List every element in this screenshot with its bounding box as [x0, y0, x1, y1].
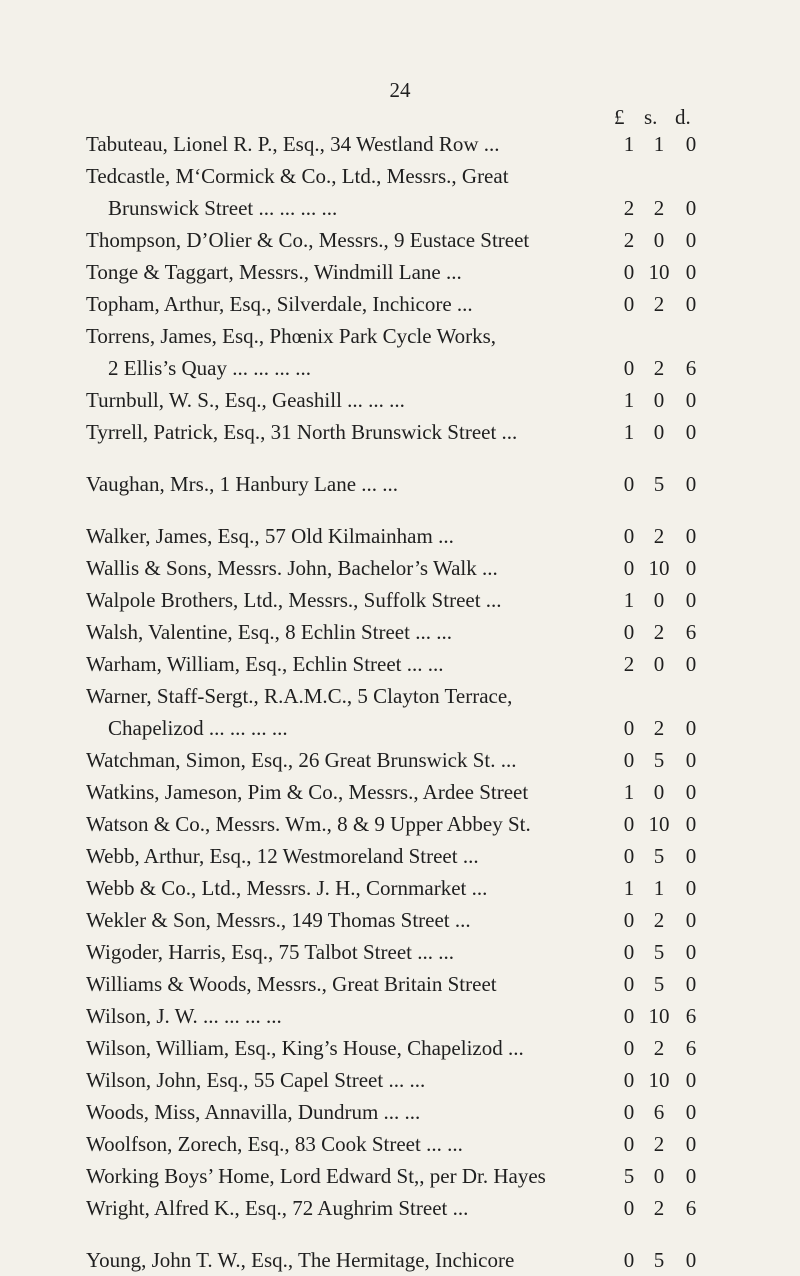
shillings-amount: 2	[653, 524, 665, 548]
shillings-amount: 10	[648, 260, 670, 284]
shillings-amount: 10	[648, 1068, 670, 1092]
shillings-amount: 5	[653, 940, 665, 964]
ledger-row	[86, 1192, 746, 1224]
ledger-row	[86, 1032, 746, 1064]
shillings-amount: 5	[653, 748, 665, 772]
pounds-amount: 0	[623, 1248, 635, 1272]
subscriber-name-line: Wilson, William, Esq., King’s House, Chapelizod ...	[86, 1036, 524, 1060]
subscriber-name-line: Watkins, Jameson, Pim & Co., Messrs., Ardee Street	[86, 780, 529, 804]
pence-amount: 0	[685, 588, 697, 612]
pence-amount: 6	[685, 1004, 697, 1028]
shillings-amount: 1	[653, 876, 665, 900]
subscriber-name-line: Woods, Miss, Annavilla, Dundrum ... ...	[86, 1100, 421, 1124]
subscriber-name	[86, 872, 626, 904]
pounds-amount: 0	[623, 844, 635, 868]
subscriber-name-line: Tabuteau, Lionel R. P., Esq., 34 Westland Row ...	[86, 132, 500, 156]
ledger-row	[86, 776, 746, 808]
pence-amount: 0	[685, 812, 697, 836]
subscriber-name	[86, 552, 626, 584]
subscriber-name-line: Wilson, John, Esq., 55 Capel Street ... ...	[86, 1068, 426, 1092]
pounds-amount: 1	[623, 876, 635, 900]
subscriber-name	[86, 384, 626, 416]
pounds-amount: 1	[623, 132, 635, 156]
pounds-amount: 0	[623, 1100, 635, 1124]
pounds-amount: 0	[623, 908, 635, 932]
shillings-amount: 10	[648, 1004, 670, 1028]
page-number: 24	[389, 78, 411, 102]
pounds-amount: 0	[623, 556, 635, 580]
shillings-amount: 2	[653, 716, 665, 740]
subscriber-name	[86, 776, 626, 808]
pounds-amount: 0	[623, 1004, 635, 1028]
shillings-amount: 6	[653, 1100, 665, 1124]
subscriber-name	[86, 128, 626, 160]
pence-amount: 0	[685, 1164, 697, 1188]
shillings-amount: 2	[653, 292, 665, 316]
pounds-header: £	[614, 105, 625, 129]
pounds-amount: 0	[623, 812, 635, 836]
shillings-amount: 0	[653, 228, 665, 252]
pounds-amount: 0	[623, 524, 635, 548]
ledger-row	[86, 1064, 746, 1096]
shillings-amount: 5	[653, 472, 665, 496]
subscriber-name	[86, 936, 626, 968]
subscriber-name	[86, 808, 626, 840]
subscriber-name-line: Thompson, D’Olier & Co., Messrs., 9 Eustace Street	[86, 228, 530, 252]
subscriber-name-line: Watson & Co., Messrs. Wm., 8 & 9 Upper Abbey St.	[86, 812, 531, 836]
subscriber-name	[86, 648, 626, 680]
subscriber-name	[86, 1096, 626, 1128]
subscriber-name-line: Wilson, J. W. ... ... ... ...	[86, 1004, 282, 1028]
ledger-row	[86, 904, 746, 936]
shillings-amount: 10	[648, 556, 670, 580]
subscriber-name-line: Walsh, Valentine, Esq., 8 Echlin Street ... ...	[86, 620, 452, 644]
pounds-amount: 1	[623, 420, 635, 444]
ledger-row	[86, 1244, 746, 1276]
pounds-amount: 0	[623, 472, 635, 496]
ledger-row	[86, 1000, 746, 1032]
pence-amount: 0	[685, 292, 697, 316]
ledger-row	[86, 744, 746, 776]
pence-amount: 0	[685, 780, 697, 804]
pence-amount: 0	[685, 524, 697, 548]
pence-amount: 0	[685, 716, 697, 740]
ledger-row	[86, 160, 746, 224]
ledger-row	[86, 616, 746, 648]
ledger-row	[86, 520, 746, 552]
pence-amount: 0	[685, 844, 697, 868]
subscriber-name-line: Williams & Woods, Messrs., Great Britain Street	[86, 972, 497, 996]
subscriber-name	[86, 224, 626, 256]
ledger-row	[86, 224, 746, 256]
shillings-amount: 2	[653, 1196, 665, 1220]
ledger-row	[86, 384, 746, 416]
subscriber-name	[86, 416, 626, 448]
shillings-header: s.	[644, 105, 658, 129]
pounds-amount: 0	[623, 972, 635, 996]
pence-amount: 0	[685, 972, 697, 996]
subscriber-name-line: Walker, James, Esq., 57 Old Kilmainham ...	[86, 524, 454, 548]
pence-amount: 0	[685, 1100, 697, 1124]
ledger-row	[86, 584, 746, 616]
subscriber-name	[86, 968, 626, 1000]
pence-amount: 6	[685, 356, 697, 380]
subscriber-name-line: Warner, Staff-Sergt., R.A.M.C., 5 Clayton Terrace,	[86, 684, 513, 708]
pence-amount: 0	[685, 420, 697, 444]
pounds-amount: 0	[623, 356, 635, 380]
shillings-amount: 0	[653, 588, 665, 612]
subscriber-name-line: Vaughan, Mrs., 1 Hanbury Lane ... ...	[86, 472, 399, 496]
pence-amount: 0	[685, 228, 697, 252]
ledger-row	[86, 648, 746, 680]
subscriber-name-line: Woolfson, Zorech, Esq., 83 Cook Street ... ...	[86, 1132, 463, 1156]
subscriber-name-line: Webb, Arthur, Esq., 12 Westmoreland Street ...	[86, 844, 479, 868]
ledger-row	[86, 552, 746, 584]
shillings-amount: 0	[653, 420, 665, 444]
pounds-amount: 0	[623, 748, 635, 772]
subscriber-name	[86, 256, 626, 288]
subscriber-name-line: Turnbull, W. S., Esq., Geashill ... ... ...	[86, 388, 405, 412]
subscriber-name	[86, 520, 626, 552]
subscriber-name-continuation: Brunswick Street ... ... ... ...	[108, 196, 338, 220]
shillings-amount: 2	[653, 196, 665, 220]
subscriber-name-line: Young, John T. W., Esq., The Hermitage, Inchicore	[86, 1248, 515, 1272]
ledger-row	[86, 840, 746, 872]
subscriber-name	[86, 584, 626, 616]
subscriber-name	[86, 1160, 626, 1192]
subscriber-name	[86, 840, 626, 872]
pence-amount: 6	[685, 620, 697, 644]
shillings-amount: 2	[653, 1132, 665, 1156]
pounds-amount: 0	[623, 292, 635, 316]
subscriber-name-line: Topham, Arthur, Esq., Silverdale, Inchicore ...	[86, 292, 473, 316]
pence-amount: 0	[685, 748, 697, 772]
ledger-row	[86, 416, 746, 448]
pounds-amount: 1	[623, 780, 635, 804]
subscriber-name	[86, 1192, 626, 1224]
pence-header: d.	[675, 105, 691, 129]
pence-amount: 0	[685, 196, 697, 220]
shillings-amount: 0	[653, 652, 665, 676]
pounds-amount: 0	[623, 620, 635, 644]
ledger-row	[86, 936, 746, 968]
subscription-ledger	[86, 128, 746, 1276]
pence-amount: 0	[685, 908, 697, 932]
subscriber-name-line: Wigoder, Harris, Esq., 75 Talbot Street ... ...	[86, 940, 454, 964]
shillings-amount: 1	[653, 132, 665, 156]
shillings-amount: 2	[653, 620, 665, 644]
ledger-row	[86, 1128, 746, 1160]
ledger-row	[86, 128, 746, 160]
shillings-amount: 10	[648, 812, 670, 836]
ledger-row	[86, 256, 746, 288]
ledger-row	[86, 680, 746, 744]
subscriber-name	[86, 616, 626, 648]
pence-amount: 6	[685, 1036, 697, 1060]
subscriber-name-line: Torrens, James, Esq., Phœnix Park Cycle Works,	[86, 324, 496, 348]
pounds-amount: 1	[623, 388, 635, 412]
subscriber-name-line: Wright, Alfred K., Esq., 72 Aughrim Street ...	[86, 1196, 469, 1220]
subscriber-name	[86, 1128, 626, 1160]
shillings-amount: 0	[653, 388, 665, 412]
subscriber-name	[86, 1064, 626, 1096]
pounds-amount: 2	[623, 652, 635, 676]
pence-amount: 0	[685, 472, 697, 496]
shillings-amount: 2	[653, 356, 665, 380]
shillings-amount: 2	[653, 908, 665, 932]
shillings-amount: 0	[653, 780, 665, 804]
shillings-amount: 5	[653, 1248, 665, 1272]
pounds-amount: 2	[623, 228, 635, 252]
ledger-row	[86, 968, 746, 1000]
pounds-amount: 0	[623, 1132, 635, 1156]
subscriber-name-continuation: 2 Ellis’s Quay ... ... ... ...	[108, 356, 311, 380]
pence-amount: 0	[685, 652, 697, 676]
subscriber-name-line: Working Boys’ Home, Lord Edward St,, per Dr. Hayes	[86, 1164, 546, 1188]
pounds-amount: 0	[623, 1036, 635, 1060]
subscriber-name	[86, 680, 626, 744]
pence-amount: 0	[685, 388, 697, 412]
subscriber-name	[86, 904, 626, 936]
ledger-row	[86, 872, 746, 904]
shillings-amount: 0	[653, 1164, 665, 1188]
ledger-row	[86, 468, 746, 500]
subscriber-name-continuation: Chapelizod ... ... ... ...	[108, 716, 288, 740]
pounds-amount: 0	[623, 940, 635, 964]
pounds-amount: 2	[623, 196, 635, 220]
subscriber-name	[86, 744, 626, 776]
subscriber-name	[86, 160, 626, 224]
pence-amount: 0	[685, 1068, 697, 1092]
subscriber-name-line: Walpole Brothers, Ltd., Messrs., Suffolk Street ...	[86, 588, 502, 612]
pence-amount: 6	[685, 1196, 697, 1220]
subscriber-name	[86, 320, 626, 384]
subscriber-name-line: Wallis & Sons, Messrs. John, Bachelor’s Walk ...	[86, 556, 498, 580]
subscriber-name-line: Warham, William, Esq., Echlin Street ... ...	[86, 652, 444, 676]
pence-amount: 0	[685, 940, 697, 964]
pounds-amount: 5	[623, 1164, 635, 1188]
subscriber-name-line: Tonge & Taggart, Messrs., Windmill Lane ...	[86, 260, 462, 284]
pence-amount: 0	[685, 876, 697, 900]
subscriber-name-line: Wekler & Son, Messrs., 149 Thomas Street ...	[86, 908, 471, 932]
shillings-amount: 5	[653, 844, 665, 868]
subscriber-name-line: Watchman, Simon, Esq., 26 Great Brunswick St. ...	[86, 748, 517, 772]
subscriber-name	[86, 288, 626, 320]
pence-amount: 0	[685, 556, 697, 580]
shillings-amount: 2	[653, 1036, 665, 1060]
pence-amount: 0	[685, 132, 697, 156]
pence-amount: 0	[685, 1132, 697, 1156]
pence-amount: 0	[685, 1248, 697, 1272]
subscriber-name	[86, 1000, 626, 1032]
pence-amount: 0	[685, 260, 697, 284]
pounds-amount: 0	[623, 1068, 635, 1092]
subscriber-name	[86, 1032, 626, 1064]
ledger-row	[86, 288, 746, 320]
subscriber-name-line: Tedcastle, M‘Cormick & Co., Ltd., Messrs., Great	[86, 164, 509, 188]
subscriber-name	[86, 468, 626, 500]
pounds-amount: 0	[623, 716, 635, 740]
pounds-amount: 0	[623, 1196, 635, 1220]
ledger-row	[86, 1160, 746, 1192]
subscriber-name	[86, 1244, 626, 1276]
ledger-row	[86, 1096, 746, 1128]
shillings-amount: 5	[653, 972, 665, 996]
ledger-row	[86, 320, 746, 384]
pounds-amount: 1	[623, 588, 635, 612]
pounds-amount: 0	[623, 260, 635, 284]
subscriber-name-line: Tyrrell, Patrick, Esq., 31 North Brunswick Street ...	[86, 420, 518, 444]
ledger-row	[86, 808, 746, 840]
subscriber-name-line: Webb & Co., Ltd., Messrs. J. H., Cornmarket ...	[86, 876, 488, 900]
